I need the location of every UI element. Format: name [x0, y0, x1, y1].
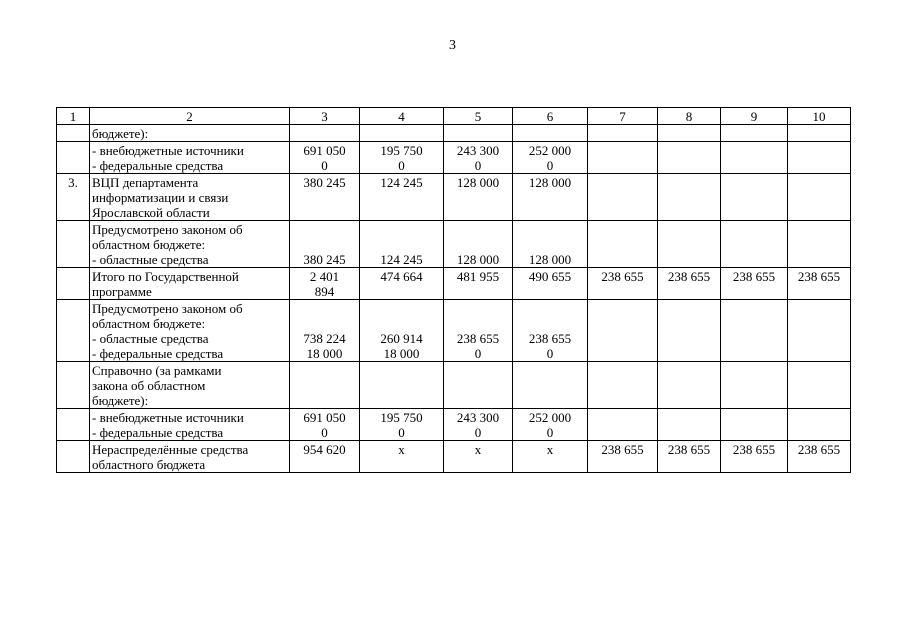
value-line	[590, 410, 655, 425]
value-line	[362, 301, 441, 316]
value-line: 128 000	[456, 175, 500, 190]
value-line: 243 300	[456, 143, 500, 158]
value-cell	[360, 362, 444, 409]
value-cell	[588, 142, 658, 174]
value-line	[292, 222, 357, 237]
value-cell	[444, 441, 513, 473]
row-number-cell	[57, 142, 90, 174]
row-number-cell	[57, 362, 90, 409]
value-line: 474 664	[380, 269, 423, 284]
value-line	[790, 410, 848, 425]
value-line	[723, 126, 785, 141]
value-cell	[513, 441, 588, 473]
value-line: 238 655	[667, 442, 711, 457]
value-line	[292, 301, 357, 316]
value-line: 894	[314, 284, 335, 299]
value-cell	[444, 362, 513, 409]
value-line	[723, 222, 785, 237]
value-cell	[721, 441, 788, 473]
value-line	[723, 363, 785, 378]
value-line	[515, 222, 585, 237]
value-cell	[290, 142, 360, 174]
value-cell	[290, 362, 360, 409]
value-line	[723, 143, 785, 158]
value-line	[590, 363, 655, 378]
value-cell	[360, 125, 444, 142]
value-line: х	[398, 442, 405, 457]
item-name-line: Нераспределённые средства	[92, 442, 249, 457]
value-line	[790, 126, 848, 141]
value-line	[362, 237, 441, 252]
column-header: 10	[788, 108, 851, 125]
value-line: 2 401	[309, 269, 340, 284]
value-line	[446, 237, 510, 252]
value-cell	[290, 409, 360, 441]
value-line: 238 655	[797, 269, 841, 284]
item-name-line: областном бюджете:	[92, 316, 206, 331]
value-line: 238 655	[667, 269, 711, 284]
value-cell	[444, 174, 513, 221]
item-name-cell	[90, 441, 290, 473]
column-header: 9	[721, 108, 788, 125]
value-cell	[444, 409, 513, 441]
value-line	[590, 126, 655, 141]
value-line: х	[546, 442, 554, 457]
item-name-line: - областные средства	[92, 331, 209, 346]
table-row	[57, 174, 851, 221]
value-cell	[513, 142, 588, 174]
item-name-line: областном бюджете:	[92, 237, 206, 252]
item-name-line: - федеральные средства	[92, 158, 224, 173]
value-line: 380 245	[303, 175, 346, 190]
value-line	[723, 175, 785, 190]
value-cell	[290, 441, 360, 473]
item-name-line: Итого по Государственной	[92, 269, 239, 284]
value-cell	[658, 362, 721, 409]
value-line: 18 000	[383, 346, 420, 361]
value-line: 0	[398, 425, 405, 440]
value-cell	[721, 300, 788, 362]
value-cell	[444, 142, 513, 174]
value-cell	[360, 300, 444, 362]
value-line: 380 245	[303, 252, 346, 267]
value-cell	[290, 268, 360, 300]
value-line	[446, 316, 510, 331]
item-name-line: - федеральные средства	[92, 425, 224, 440]
value-line: 238 655	[601, 442, 644, 457]
value-line: 128 000	[528, 175, 572, 190]
value-line: 691 050	[303, 143, 346, 158]
column-header: 5	[444, 108, 513, 125]
value-line: 0	[546, 425, 554, 440]
value-line	[590, 222, 655, 237]
item-name-line: - областные средства	[92, 252, 209, 267]
value-cell	[290, 125, 360, 142]
value-cell	[788, 268, 851, 300]
value-line: 0	[321, 158, 328, 173]
item-name-cell	[90, 409, 290, 441]
value-line	[515, 301, 585, 316]
row-number-cell	[57, 409, 90, 441]
item-name-cell	[90, 142, 290, 174]
value-line: 124 245	[380, 252, 423, 267]
value-line: 0	[546, 346, 554, 361]
value-cell	[721, 268, 788, 300]
column-header: 2	[90, 108, 290, 125]
value-line	[292, 363, 357, 378]
value-line	[515, 237, 585, 252]
value-line: 0	[474, 425, 482, 440]
item-name-line: бюджете):	[92, 126, 149, 141]
item-name-cell	[90, 362, 290, 409]
row-number-cell	[57, 441, 90, 473]
value-line: 238 655	[456, 331, 500, 346]
value-cell	[658, 268, 721, 300]
column-header: 7	[588, 108, 658, 125]
value-cell	[588, 409, 658, 441]
value-line	[446, 222, 510, 237]
value-cell	[290, 300, 360, 362]
item-name-line: закона об областном	[92, 378, 206, 393]
value-cell	[360, 441, 444, 473]
value-line: 238 655	[797, 442, 841, 457]
value-line: 238 655	[732, 269, 776, 284]
value-line: 0	[546, 158, 554, 173]
row-number-cell: 3.	[57, 174, 90, 221]
value-cell	[588, 221, 658, 268]
value-line	[590, 175, 655, 190]
value-line	[292, 126, 357, 141]
value-cell	[513, 300, 588, 362]
value-line	[515, 363, 585, 378]
table-row	[57, 362, 851, 409]
item-name-line: - федеральные средства	[92, 346, 224, 361]
value-line	[660, 410, 718, 425]
table-header-row	[57, 108, 851, 125]
value-line: 128 000	[528, 252, 572, 267]
value-line: 238 655	[732, 442, 776, 457]
value-cell	[658, 174, 721, 221]
table-row	[57, 300, 851, 362]
value-cell	[513, 221, 588, 268]
page-number: 3	[449, 38, 456, 53]
value-cell	[444, 125, 513, 142]
column-header: 8	[658, 108, 721, 125]
value-line	[660, 126, 718, 141]
value-line: 128 000	[456, 252, 500, 267]
value-cell	[360, 174, 444, 221]
value-line	[292, 237, 357, 252]
item-name-cell	[90, 221, 290, 268]
value-cell	[513, 174, 588, 221]
value-cell	[788, 362, 851, 409]
table-row	[57, 441, 851, 473]
value-line: 124 245	[380, 175, 423, 190]
value-line	[362, 363, 441, 378]
value-cell	[788, 174, 851, 221]
value-line	[446, 301, 510, 316]
value-cell	[360, 221, 444, 268]
value-cell	[588, 441, 658, 473]
row-number-cell	[57, 268, 90, 300]
item-name-line: бюджете):	[92, 393, 149, 408]
value-line	[590, 143, 655, 158]
budget-table	[56, 107, 851, 473]
value-cell	[360, 142, 444, 174]
item-name-cell	[90, 268, 290, 300]
value-line	[790, 175, 848, 190]
value-line	[660, 143, 718, 158]
value-cell	[721, 174, 788, 221]
value-cell	[788, 441, 851, 473]
table-row	[57, 125, 851, 142]
value-line	[660, 301, 718, 316]
value-line	[660, 222, 718, 237]
value-cell	[360, 268, 444, 300]
item-name-line: программе	[92, 284, 152, 299]
value-line	[723, 301, 785, 316]
value-cell	[658, 142, 721, 174]
value-line: 0	[474, 346, 482, 361]
row-number-cell	[57, 221, 90, 268]
value-cell	[588, 125, 658, 142]
item-name-line: Предусмотрено законом об	[92, 222, 243, 237]
value-cell	[721, 362, 788, 409]
table-row	[57, 221, 851, 268]
value-cell	[513, 362, 588, 409]
value-cell	[444, 268, 513, 300]
value-cell	[788, 142, 851, 174]
value-cell	[588, 268, 658, 300]
value-line	[590, 301, 655, 316]
item-name-line: - внебюджетные источники	[92, 143, 244, 158]
value-line	[362, 316, 441, 331]
value-line	[660, 175, 718, 190]
table-row	[57, 409, 851, 441]
value-cell	[444, 300, 513, 362]
column-header: 3	[290, 108, 360, 125]
value-cell	[721, 142, 788, 174]
value-cell	[721, 125, 788, 142]
item-name-line: ВЦП департамента	[92, 175, 199, 190]
value-line: 738 224	[303, 331, 346, 346]
value-line: 0	[398, 158, 405, 173]
value-line: 195 750	[380, 143, 423, 158]
value-cell	[721, 409, 788, 441]
value-line	[723, 410, 785, 425]
value-cell	[290, 174, 360, 221]
value-cell	[788, 221, 851, 268]
value-line	[292, 316, 357, 331]
item-name-line: - внебюджетные источники	[92, 410, 244, 425]
value-cell	[658, 441, 721, 473]
column-header: 6	[513, 108, 588, 125]
value-line: 0	[321, 425, 328, 440]
value-line	[362, 126, 441, 141]
value-cell	[588, 300, 658, 362]
value-line: 481 955	[456, 269, 500, 284]
value-line	[362, 222, 441, 237]
column-header: 4	[360, 108, 444, 125]
value-line	[446, 363, 510, 378]
value-cell	[788, 125, 851, 142]
value-line: 195 750	[380, 410, 423, 425]
value-line: 238 655	[601, 269, 644, 284]
item-name-line: Предусмотрено законом об	[92, 301, 243, 316]
value-cell	[658, 409, 721, 441]
row-number-cell	[57, 125, 90, 142]
value-cell	[658, 221, 721, 268]
item-name-line: областного бюджета	[92, 457, 206, 472]
value-line: 0	[474, 158, 482, 173]
value-line: 243 300	[456, 410, 500, 425]
value-line	[790, 301, 848, 316]
value-cell	[588, 362, 658, 409]
value-line	[790, 222, 848, 237]
item-name-cell	[90, 125, 290, 142]
table-row	[57, 268, 851, 300]
value-line	[515, 316, 585, 331]
item-name-line: информатизации и связи	[92, 190, 229, 205]
column-header: 1	[57, 108, 90, 125]
value-line: 490 655	[528, 269, 572, 284]
value-line	[515, 126, 585, 141]
value-cell	[360, 409, 444, 441]
value-cell	[658, 125, 721, 142]
value-cell	[658, 300, 721, 362]
value-cell	[721, 221, 788, 268]
value-cell	[588, 174, 658, 221]
value-line: 260 914	[380, 331, 423, 346]
item-name-cell	[90, 174, 290, 221]
value-line: 252 000	[528, 410, 572, 425]
value-line: 954 620	[303, 442, 346, 457]
value-line: 18 000	[306, 346, 343, 361]
value-cell	[788, 409, 851, 441]
value-line: 252 000	[528, 143, 572, 158]
value-line: х	[474, 442, 482, 457]
value-cell	[290, 221, 360, 268]
value-line: 238 655	[528, 331, 572, 346]
value-cell	[788, 300, 851, 362]
value-cell	[513, 409, 588, 441]
value-line: 691 050	[303, 410, 346, 425]
item-name-line: Ярославской области	[92, 205, 210, 220]
value-line	[660, 363, 718, 378]
item-name-line: Справочно (за рамками	[92, 363, 222, 378]
value-cell	[513, 268, 588, 300]
value-line	[446, 126, 510, 141]
item-name-cell	[90, 300, 290, 362]
value-cell	[444, 221, 513, 268]
value-line	[790, 143, 848, 158]
table-row	[57, 142, 851, 174]
row-number-cell	[57, 300, 90, 362]
value-cell	[513, 125, 588, 142]
value-line	[790, 363, 848, 378]
